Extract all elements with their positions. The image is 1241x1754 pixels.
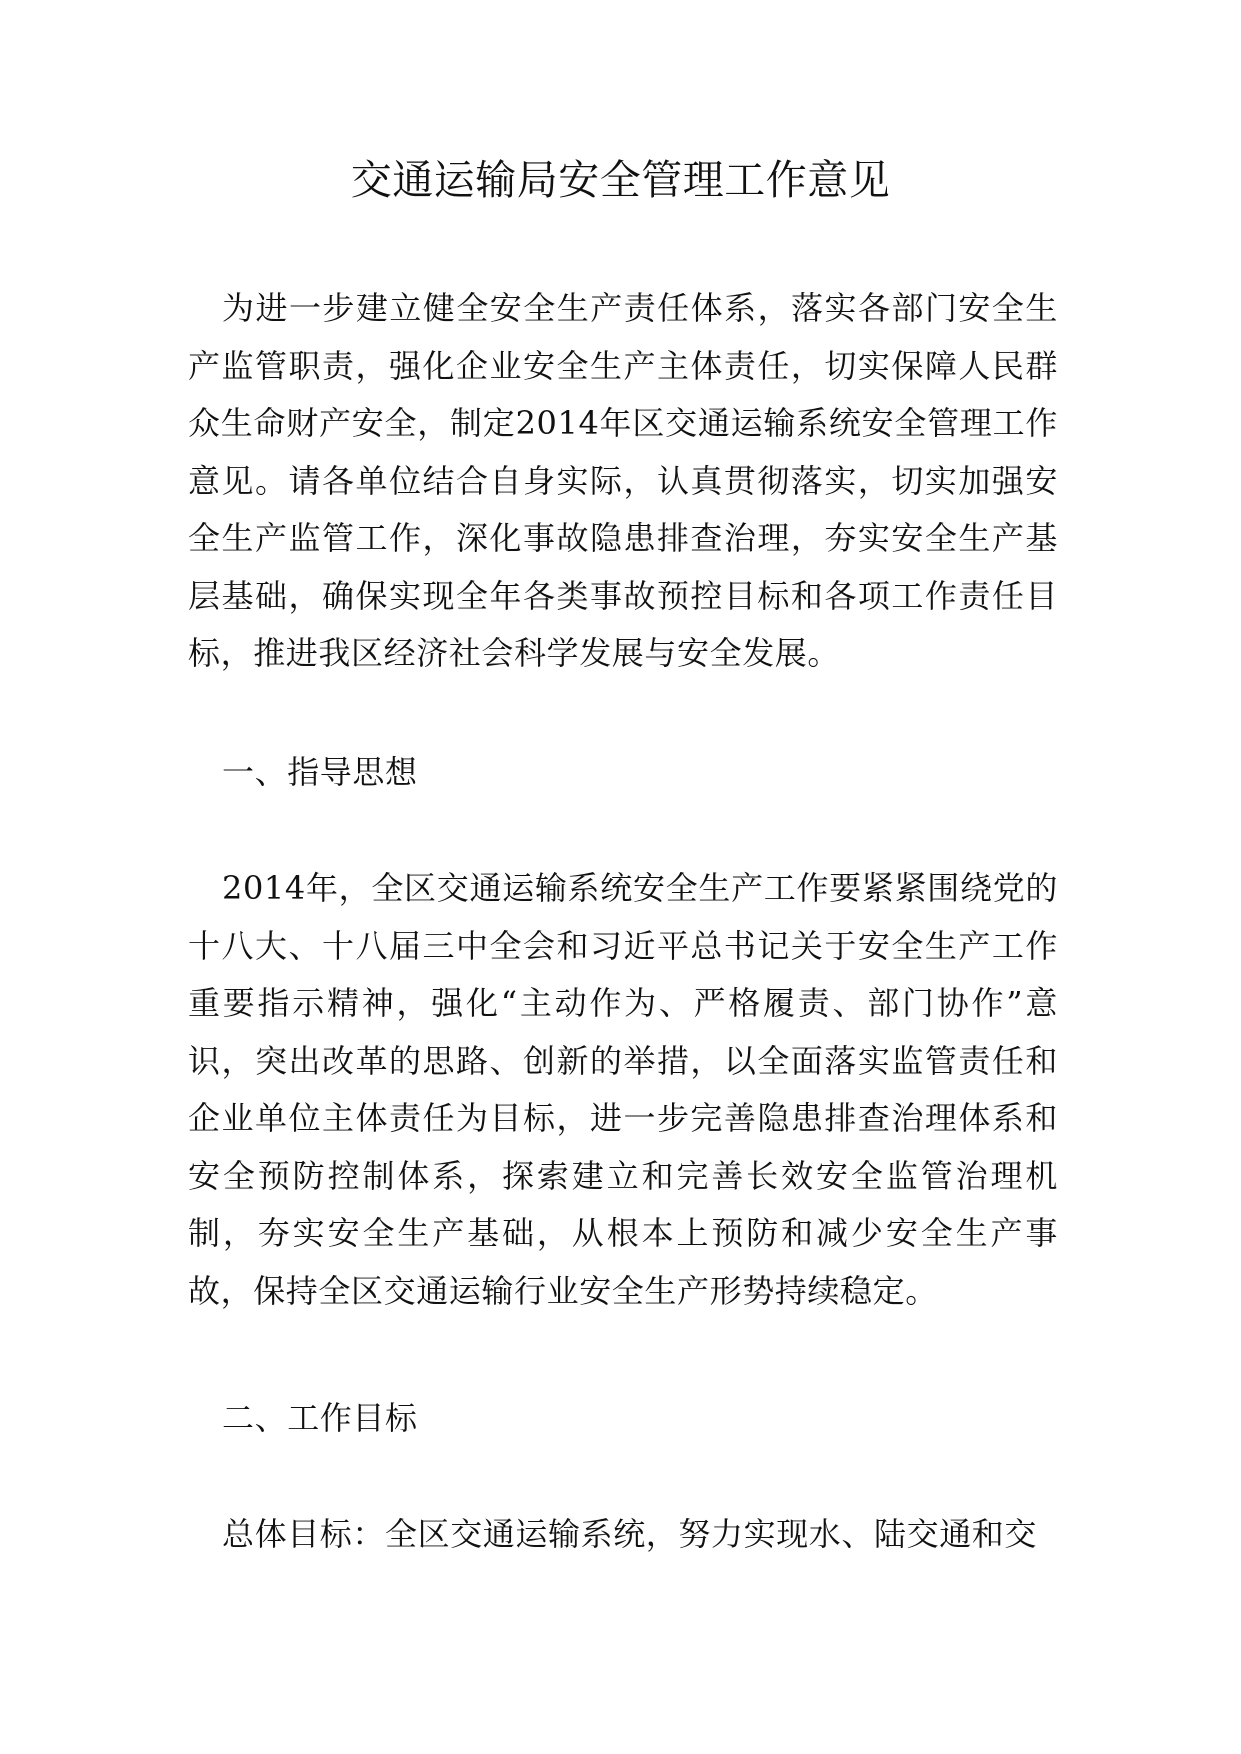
- document-title: 交通运输局安全管理工作意见: [350, 156, 891, 204]
- intro-paragraph: 为进一步建立健全安全生产责任体系，落实各部门安全生产监管职责，强化企业安全生产主体责任，切实保障人民群众生命财产安全，制定2014年区交通运输系统安全管理工作意见。请各单位结合自身实际，认真贯彻落实，切实加强安全生产监管工作，深化事故隐患排查治理，夯实安全生产基层基础，确保实现全年各类事故预控目标和各项工作责任目标，推进我区经济社会科学发展与安全发展。: [188, 289, 1058, 672]
- section-heading-work-goals: 二、工作目标: [222, 1399, 418, 1437]
- work-goals-paragraph: 总体目标：全区交通运输系统，努力实现水、陆交通和交: [222, 1515, 1038, 1553]
- guiding-thought-paragraph: 2014年，全区交通运输系统安全生产工作要紧紧围绕党的十八大、十八届三中全会和习近平总书记关于安全生产工作重要指示精神，强化“主动作为、严格履责、部门协作”意识，突出改革的思路、创新的举措，以全面落实监管责任和企业单位主体责任为目标，进一步完善隐患排查治理体系和安全预防控制体系，探索建立和完善长效安全监管治理机制，夯实安全生产基础，从根本上预防和减少安全生产事故，保持全区交通运输行业安全生产形势持续稳定。: [188, 869, 1058, 1310]
- section-heading-guiding-thought: 一、指导思想: [222, 753, 418, 791]
